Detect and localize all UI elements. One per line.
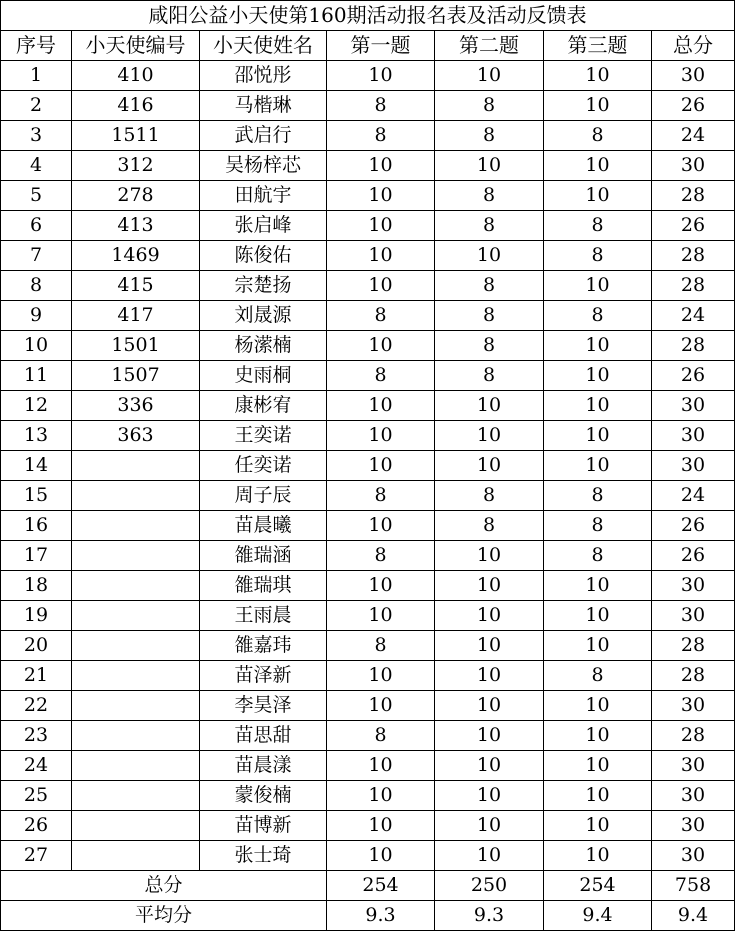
cell-angel-name: 康彬宥 — [200, 391, 327, 421]
cell-q2: 10 — [435, 601, 544, 631]
cell-q2: 10 — [435, 691, 544, 721]
cell-angel-id — [72, 451, 200, 481]
cell-total: 28 — [652, 241, 735, 271]
cell-angel-id: 336 — [72, 391, 200, 421]
cell-angel-name: 吴杨梓芯 — [200, 151, 327, 181]
cell-q3: 10 — [544, 271, 652, 301]
average-row-sum: 9.4 — [652, 901, 735, 931]
table-row — [1, 631, 735, 661]
cell-q3: 10 — [544, 841, 652, 871]
cell-q1: 10 — [327, 331, 435, 361]
cell-q2: 10 — [435, 151, 544, 181]
cell-q3: 8 — [544, 211, 652, 241]
table-row — [1, 181, 735, 211]
cell-angel-name: 苗晨曦 — [200, 511, 327, 541]
cell-total: 30 — [652, 61, 735, 91]
table-title: 咸阳公益小天使第160期活动报名表及活动反馈表 — [1, 1, 735, 31]
cell-angel-id — [72, 661, 200, 691]
cell-angel-id: 417 — [72, 301, 200, 331]
cell-angel-id — [72, 601, 200, 631]
cell-q3: 10 — [544, 721, 652, 751]
cell-index: 20 — [1, 631, 72, 661]
cell-angel-name: 武启行 — [200, 121, 327, 151]
header-angel-id: 小天使编号 — [72, 31, 200, 61]
cell-q1: 10 — [327, 61, 435, 91]
header-q1: 第一题 — [327, 31, 435, 61]
cell-q2: 8 — [435, 271, 544, 301]
table-row — [1, 391, 735, 421]
cell-angel-name: 马楷琳 — [200, 91, 327, 121]
cell-q1: 10 — [327, 181, 435, 211]
table-row — [1, 511, 735, 541]
cell-q2: 8 — [435, 301, 544, 331]
header-q3: 第三题 — [544, 31, 652, 61]
cell-q1: 10 — [327, 451, 435, 481]
cell-angel-name: 任奕诺 — [200, 451, 327, 481]
cell-q1: 10 — [327, 661, 435, 691]
cell-angel-name: 李昊泽 — [200, 691, 327, 721]
cell-angel-name: 苗泽新 — [200, 661, 327, 691]
cell-angel-name: 苗晨漾 — [200, 751, 327, 781]
table-row — [1, 571, 735, 601]
cell-q1: 10 — [327, 511, 435, 541]
cell-angel-name: 张士琦 — [200, 841, 327, 871]
cell-q1: 8 — [327, 541, 435, 571]
table-row — [1, 121, 735, 151]
cell-q2: 8 — [435, 511, 544, 541]
cell-q1: 10 — [327, 241, 435, 271]
cell-index: 15 — [1, 481, 72, 511]
cell-index: 3 — [1, 121, 72, 151]
cell-angel-id — [72, 811, 200, 841]
cell-q2: 8 — [435, 181, 544, 211]
cell-angel-id — [72, 691, 200, 721]
cell-q3: 8 — [544, 121, 652, 151]
cell-q1: 8 — [327, 721, 435, 751]
cell-index: 2 — [1, 91, 72, 121]
cell-angel-id — [72, 481, 200, 511]
table-row — [1, 211, 735, 241]
cell-total: 24 — [652, 121, 735, 151]
table-row — [1, 841, 735, 871]
cell-q3: 8 — [544, 241, 652, 271]
cell-q2: 10 — [435, 661, 544, 691]
cell-q1: 10 — [327, 691, 435, 721]
cell-q3: 10 — [544, 181, 652, 211]
cell-q2: 8 — [435, 211, 544, 241]
header-angel-name: 小天使姓名 — [200, 31, 327, 61]
cell-q1: 10 — [327, 211, 435, 241]
cell-q1: 10 — [327, 151, 435, 181]
header-row — [1, 31, 735, 61]
cell-angel-id: 1469 — [72, 241, 200, 271]
table-row — [1, 451, 735, 481]
cell-angel-name: 王奕诺 — [200, 421, 327, 451]
cell-angel-id — [72, 841, 200, 871]
total-row-q3: 254 — [544, 871, 652, 901]
average-row-q3: 9.4 — [544, 901, 652, 931]
cell-angel-name: 王雨晨 — [200, 601, 327, 631]
cell-index: 27 — [1, 841, 72, 871]
cell-q2: 8 — [435, 481, 544, 511]
table-row — [1, 541, 735, 571]
cell-angel-id — [72, 781, 200, 811]
cell-angel-name: 苗思甜 — [200, 721, 327, 751]
cell-q1: 10 — [327, 271, 435, 301]
cell-total: 30 — [652, 571, 735, 601]
cell-index: 14 — [1, 451, 72, 481]
cell-q1: 10 — [327, 601, 435, 631]
average-row — [1, 901, 735, 931]
cell-q3: 10 — [544, 451, 652, 481]
cell-angel-id: 413 — [72, 211, 200, 241]
cell-index: 4 — [1, 151, 72, 181]
cell-angel-id — [72, 511, 200, 541]
cell-angel-id: 1511 — [72, 121, 200, 151]
cell-q1: 10 — [327, 781, 435, 811]
table-row — [1, 751, 735, 781]
table-row — [1, 361, 735, 391]
cell-total: 28 — [652, 181, 735, 211]
cell-index: 8 — [1, 271, 72, 301]
cell-q3: 8 — [544, 661, 652, 691]
cell-q2: 8 — [435, 121, 544, 151]
cell-q3: 10 — [544, 61, 652, 91]
cell-q3: 10 — [544, 601, 652, 631]
table-row — [1, 61, 735, 91]
cell-q2: 10 — [435, 811, 544, 841]
cell-q3: 10 — [544, 631, 652, 661]
cell-total: 26 — [652, 361, 735, 391]
cell-total: 28 — [652, 661, 735, 691]
cell-q3: 8 — [544, 481, 652, 511]
table-row — [1, 811, 735, 841]
table-row — [1, 331, 735, 361]
cell-index: 10 — [1, 331, 72, 361]
cell-q3: 10 — [544, 331, 652, 361]
cell-q2: 8 — [435, 361, 544, 391]
cell-q2: 10 — [435, 631, 544, 661]
cell-index: 22 — [1, 691, 72, 721]
cell-angel-id — [72, 751, 200, 781]
cell-q2: 10 — [435, 391, 544, 421]
table-row — [1, 421, 735, 451]
cell-total: 28 — [652, 271, 735, 301]
average-row-label: 平均分 — [1, 901, 327, 931]
cell-total: 24 — [652, 301, 735, 331]
cell-q2: 10 — [435, 841, 544, 871]
table-row — [1, 601, 735, 631]
cell-q2: 10 — [435, 421, 544, 451]
total-row-sum: 758 — [652, 871, 735, 901]
table-row — [1, 271, 735, 301]
cell-index: 7 — [1, 241, 72, 271]
cell-angel-name: 宗楚扬 — [200, 271, 327, 301]
cell-q1: 10 — [327, 421, 435, 451]
cell-total: 30 — [652, 841, 735, 871]
cell-total: 26 — [652, 91, 735, 121]
cell-index: 16 — [1, 511, 72, 541]
cell-q1: 8 — [327, 91, 435, 121]
total-row-q2: 250 — [435, 871, 544, 901]
header-q2: 第二题 — [435, 31, 544, 61]
cell-total: 30 — [652, 151, 735, 181]
table-body — [1, 1, 735, 931]
cell-q2: 10 — [435, 571, 544, 601]
cell-total: 30 — [652, 391, 735, 421]
cell-q3: 10 — [544, 361, 652, 391]
cell-angel-name: 苗博新 — [200, 811, 327, 841]
cell-q2: 10 — [435, 451, 544, 481]
cell-q2: 10 — [435, 751, 544, 781]
cell-q1: 8 — [327, 301, 435, 331]
cell-q3: 10 — [544, 571, 652, 601]
cell-q1: 10 — [327, 571, 435, 601]
cell-total: 30 — [652, 421, 735, 451]
cell-total: 30 — [652, 811, 735, 841]
table-row — [1, 241, 735, 271]
cell-angel-name: 邵悦彤 — [200, 61, 327, 91]
cell-q1: 10 — [327, 841, 435, 871]
cell-total: 26 — [652, 541, 735, 571]
cell-q2: 10 — [435, 241, 544, 271]
cell-angel-name: 陈俊佑 — [200, 241, 327, 271]
cell-angel-name: 张启峰 — [200, 211, 327, 241]
cell-q3: 8 — [544, 511, 652, 541]
header-total: 总分 — [652, 31, 735, 61]
cell-angel-id: 312 — [72, 151, 200, 181]
cell-q2: 8 — [435, 331, 544, 361]
cell-q2: 10 — [435, 541, 544, 571]
cell-angel-name: 杨潆楠 — [200, 331, 327, 361]
cell-angel-id: 278 — [72, 181, 200, 211]
cell-angel-name: 雒瑞涵 — [200, 541, 327, 571]
cell-q3: 10 — [544, 391, 652, 421]
cell-angel-id: 415 — [72, 271, 200, 301]
table-row — [1, 481, 735, 511]
cell-index: 11 — [1, 361, 72, 391]
cell-q2: 8 — [435, 91, 544, 121]
cell-total: 26 — [652, 511, 735, 541]
cell-angel-name: 蒙俊楠 — [200, 781, 327, 811]
title-row — [1, 1, 735, 31]
cell-total: 30 — [652, 601, 735, 631]
cell-angel-id — [72, 541, 200, 571]
cell-q3: 10 — [544, 691, 652, 721]
cell-index: 24 — [1, 751, 72, 781]
cell-q3: 10 — [544, 811, 652, 841]
cell-angel-id — [72, 631, 200, 661]
cell-index: 18 — [1, 571, 72, 601]
cell-q1: 10 — [327, 811, 435, 841]
total-row-q1: 254 — [327, 871, 435, 901]
cell-total: 28 — [652, 631, 735, 661]
cell-angel-id: 363 — [72, 421, 200, 451]
cell-total: 24 — [652, 481, 735, 511]
cell-total: 28 — [652, 331, 735, 361]
cell-angel-id — [72, 721, 200, 751]
cell-q1: 10 — [327, 751, 435, 781]
cell-index: 21 — [1, 661, 72, 691]
cell-total: 30 — [652, 451, 735, 481]
cell-q3: 8 — [544, 301, 652, 331]
cell-index: 26 — [1, 811, 72, 841]
cell-angel-id: 410 — [72, 61, 200, 91]
cell-angel-name: 雒瑞琪 — [200, 571, 327, 601]
table-row — [1, 781, 735, 811]
table-row — [1, 721, 735, 751]
table-row — [1, 691, 735, 721]
cell-q1: 10 — [327, 391, 435, 421]
total-row — [1, 871, 735, 901]
cell-q1: 8 — [327, 631, 435, 661]
cell-angel-name: 雒嘉玮 — [200, 631, 327, 661]
cell-total: 30 — [652, 781, 735, 811]
cell-q2: 10 — [435, 721, 544, 751]
cell-angel-name: 刘晟源 — [200, 301, 327, 331]
table-row — [1, 151, 735, 181]
cell-angel-id — [72, 571, 200, 601]
cell-total: 26 — [652, 211, 735, 241]
cell-angel-name: 田航宇 — [200, 181, 327, 211]
cell-q3: 10 — [544, 421, 652, 451]
cell-q2: 10 — [435, 61, 544, 91]
cell-q3: 10 — [544, 91, 652, 121]
cell-angel-name: 史雨桐 — [200, 361, 327, 391]
cell-index: 6 — [1, 211, 72, 241]
cell-angel-name: 周子辰 — [200, 481, 327, 511]
cell-index: 17 — [1, 541, 72, 571]
table-row — [1, 661, 735, 691]
cell-index: 25 — [1, 781, 72, 811]
cell-angel-id: 1507 — [72, 361, 200, 391]
cell-q3: 10 — [544, 151, 652, 181]
cell-q1: 8 — [327, 361, 435, 391]
cell-q1: 8 — [327, 481, 435, 511]
cell-index: 9 — [1, 301, 72, 331]
cell-angel-id: 416 — [72, 91, 200, 121]
table-row — [1, 301, 735, 331]
header-index: 序号 — [1, 31, 72, 61]
cell-q3: 10 — [544, 751, 652, 781]
cell-index: 1 — [1, 61, 72, 91]
average-row-q1: 9.3 — [327, 901, 435, 931]
cell-total: 30 — [652, 691, 735, 721]
cell-angel-id: 1501 — [72, 331, 200, 361]
cell-q2: 10 — [435, 781, 544, 811]
cell-index: 13 — [1, 421, 72, 451]
cell-total: 28 — [652, 721, 735, 751]
cell-total: 30 — [652, 751, 735, 781]
cell-index: 19 — [1, 601, 72, 631]
cell-index: 23 — [1, 721, 72, 751]
cell-q1: 8 — [327, 121, 435, 151]
total-row-label: 总分 — [1, 871, 327, 901]
cell-q3: 8 — [544, 541, 652, 571]
average-row-q2: 9.3 — [435, 901, 544, 931]
cell-index: 5 — [1, 181, 72, 211]
table-row — [1, 91, 735, 121]
cell-index: 12 — [1, 391, 72, 421]
cell-q3: 10 — [544, 781, 652, 811]
